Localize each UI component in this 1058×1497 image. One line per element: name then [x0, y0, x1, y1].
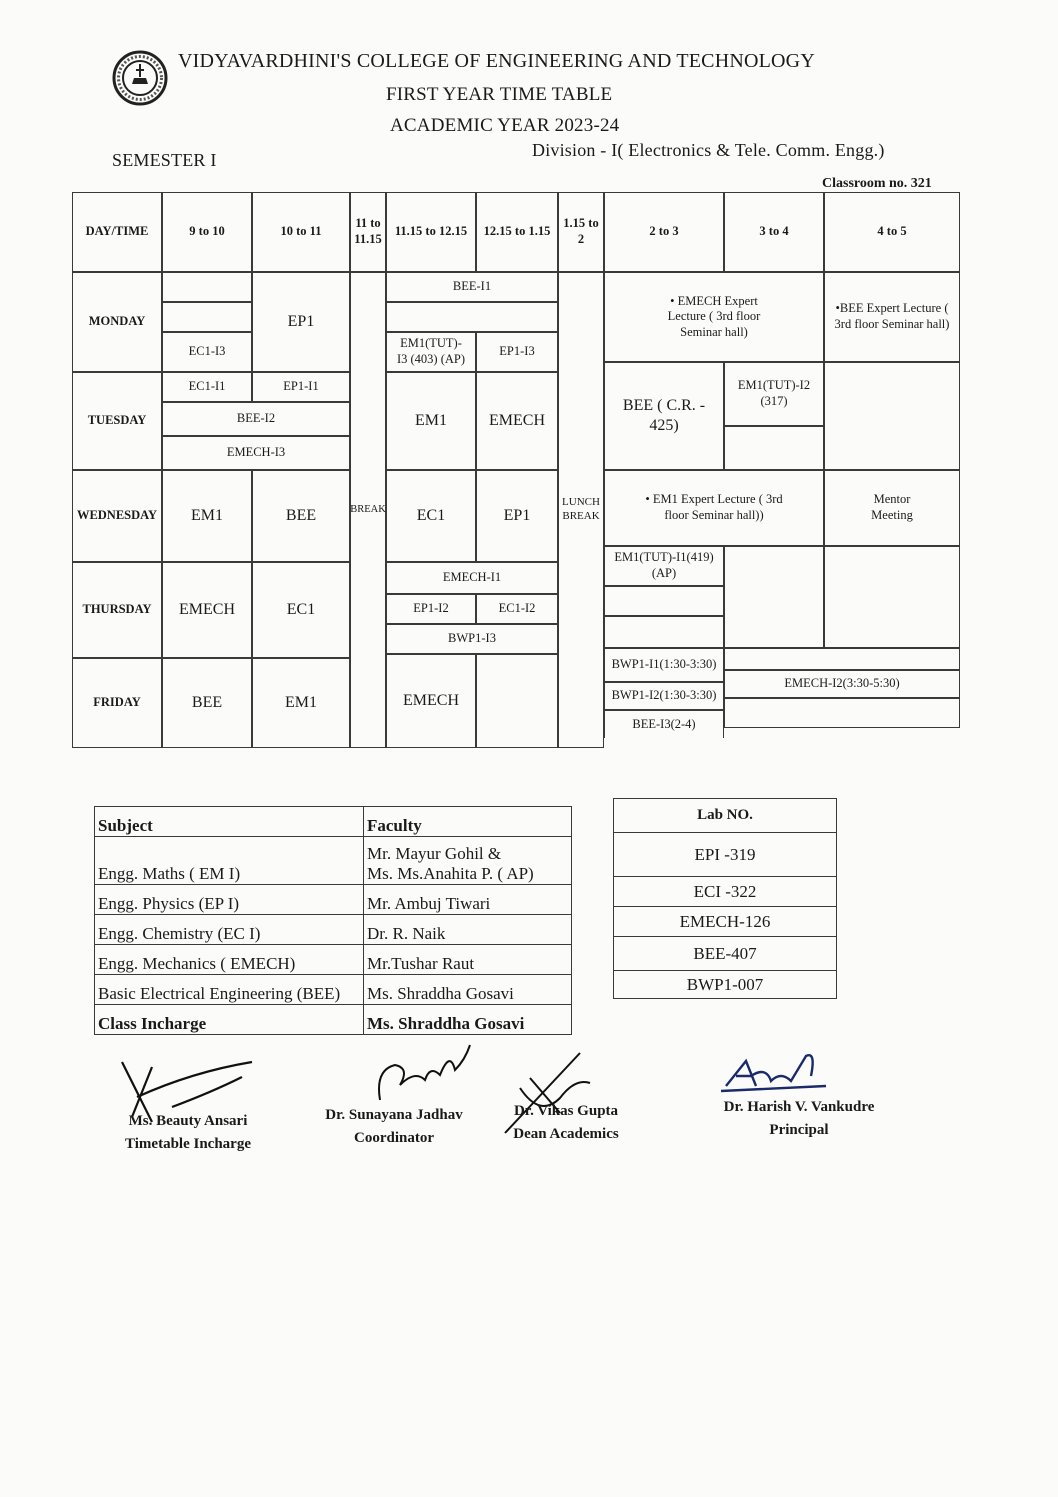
timetable-cell: • EM1 Expert Lecture ( 3rd floor Seminar hall)): [604, 470, 824, 546]
col-header-11-1115: 11 to 11.15: [350, 192, 386, 272]
col-header-9-10: 9 to 10: [162, 192, 252, 272]
signatory-role: Dean Academics: [513, 1125, 619, 1142]
timetable-cell: BWP1-I2(1:30-3:30): [604, 682, 724, 710]
timetable-cell: EM1(TUT)-I2 (317): [724, 362, 824, 426]
timetable-cell: EP1-I1: [252, 372, 350, 402]
subject-name: Basic Electrical Engineering (BEE): [95, 975, 364, 1005]
faculty-header: Faculty: [364, 807, 572, 837]
subject-name: Engg. Physics (EP I): [95, 885, 364, 915]
timetable-cell: BEE-I1: [386, 272, 558, 302]
faculty-name: [364, 837, 572, 885]
class-incharge-name: Ms. Shraddha Gosavi: [364, 1005, 572, 1035]
col-header-1215-115: 12.15 to 1.15: [476, 192, 558, 272]
timetable-cell-empty: [476, 654, 558, 748]
timetable-cell-empty: [724, 648, 960, 670]
faculty-name: Ms. Shraddha Gosavi: [364, 975, 572, 1005]
col-header-3-4: 3 to 4: [724, 192, 824, 272]
signatory-name: Dr. Sunayana Jadhav: [325, 1107, 463, 1123]
lab-row: ECI -322: [614, 877, 837, 907]
timetable-cell-empty: [604, 586, 724, 616]
signatory-role: Principal: [769, 1121, 829, 1138]
timetable-cell: EM1(TUT)-I3 (403) (AP): [386, 332, 476, 372]
timetable-cell-empty: [386, 302, 558, 332]
col-header-daytime: DAY/TIME: [72, 192, 162, 272]
timetable-cell-empty: [724, 698, 960, 728]
faculty-name: Mr.Tushar Raut: [364, 945, 572, 975]
lab-header: Lab NO.: [614, 799, 837, 833]
signatory-name: Ms. Beauty Ansari: [128, 1113, 248, 1129]
division-label: Division - I( Electronics & Tele. Comm. Engg.): [532, 140, 885, 160]
day-friday: FRIDAY: [72, 658, 162, 748]
signatory-timetable-incharge: [122, 1110, 254, 1155]
timetable-cell-empty: [604, 616, 724, 648]
subject-name: Engg. Chemistry (EC I): [95, 915, 364, 945]
timetable-cell: BWP1-I1(1:30-3:30): [604, 648, 724, 682]
timetable-cell: EMECH: [386, 654, 476, 748]
timetable-cell: EC1: [252, 562, 350, 658]
signatory-principal: [714, 1096, 884, 1141]
timetable-cell: EM1: [252, 658, 350, 748]
timetable-cell: EC1-I2: [476, 594, 558, 624]
timetable-cell: EP1: [252, 272, 350, 372]
col-header-115-2: 1.15 to 2: [558, 192, 604, 272]
short-break: BREAK: [350, 272, 386, 748]
lab-row: EPI -319: [614, 833, 837, 877]
lab-row: BWP1-007: [614, 971, 837, 999]
lunch-break: LUNCH BREAK: [558, 272, 604, 748]
timetable-cell: EC1-I1: [162, 372, 252, 402]
timetable-cell: EMECH-I1: [386, 562, 558, 594]
timetable-cell: EMECH: [476, 372, 558, 470]
timetable-cell: EMECH-I2(3:30-5:30): [724, 670, 960, 698]
timetable-cell: EM1: [162, 470, 252, 562]
timetable-cell: EM1(TUT)-I1(419) (AP): [604, 546, 724, 586]
timetable-cell: EP1: [476, 470, 558, 562]
timetable-cell-empty: [724, 546, 824, 648]
timetable-cell: EP1-I3: [476, 332, 558, 372]
subject-name: Engg. Mechanics ( EMECH): [95, 945, 364, 975]
timetable-cell: Mentor Meeting: [824, 470, 960, 546]
signatory-role: Timetable Incharge: [125, 1135, 251, 1152]
col-header-1115-1215: 11.15 to 12.15: [386, 192, 476, 272]
timetable-cell: BEE: [162, 658, 252, 748]
signatory-dean: [506, 1100, 626, 1145]
timetable-cell: BEE: [252, 470, 350, 562]
day-monday: MONDAY: [72, 272, 162, 372]
timetable-cell: •BEE Expert Lecture ( 3rd floor Seminar hall): [824, 272, 960, 362]
timetable-cell-empty: [824, 362, 960, 470]
institute-name: VIDYAVARDHINI'S COLLEGE OF ENGINEERING AND TECHNOLOGY: [178, 50, 815, 72]
timetable-cell: BEE ( C.R. - 425): [604, 362, 724, 470]
timetable-cell: EC1: [386, 470, 476, 562]
subject-faculty-table: [94, 806, 572, 1035]
timetable-cell: BEE-I3(2-4): [604, 710, 724, 738]
day-tuesday: TUESDAY: [72, 372, 162, 470]
timetable-cell: EC1-I3: [162, 332, 252, 372]
faculty-line: Mr. Mayur Gohil &: [367, 844, 502, 863]
timetable-cell: EMECH: [162, 562, 252, 658]
timetable-cell: EM1: [386, 372, 476, 470]
col-header-10-11: 10 to 11: [252, 192, 350, 272]
timetable-cell: • EMECH Expert Lecture ( 3rd floor Seminar hall): [604, 272, 824, 362]
timetable-cell: EMECH-I3: [162, 436, 350, 470]
timetable-cell-empty: [162, 272, 252, 302]
timetable-title: FIRST YEAR TIME TABLE: [386, 84, 613, 105]
college-logo-icon: [112, 50, 168, 106]
day-wednesday: WEDNESDAY: [72, 470, 162, 562]
signature-coordinator-icon: [370, 1040, 480, 1110]
classroom-number: Classroom no. 321: [822, 176, 932, 191]
signatory-name: Dr. Vikas Gupta: [513, 1103, 619, 1119]
timetable-cell-empty: [162, 302, 252, 332]
lab-row: EMECH-126: [614, 907, 837, 937]
signatory-name: Dr. Harish V. Vankudre: [723, 1099, 875, 1115]
timetable-cell-empty: [824, 546, 960, 648]
faculty-name: Dr. R. Naik: [364, 915, 572, 945]
subject-header: Subject: [95, 807, 364, 837]
semester-label: SEMESTER I: [112, 150, 217, 170]
timetable-grid: [72, 192, 960, 748]
col-header-2-3: 2 to 3: [604, 192, 724, 272]
faculty-name: Mr. Ambuj Tiwari: [364, 885, 572, 915]
signatory-role: Coordinator: [354, 1129, 434, 1146]
lab-row: BEE-407: [614, 937, 837, 971]
timetable-cell: BEE-I2: [162, 402, 350, 436]
timetable-cell-empty: [724, 426, 824, 470]
faculty-line: Ms. Ms.Anahita P. ( AP): [367, 864, 534, 883]
timetable-cell: EP1-I2: [386, 594, 476, 624]
academic-year: ACADEMIC YEAR 2023-24: [390, 115, 620, 136]
day-thursday: THURSDAY: [72, 562, 162, 658]
signatory-coordinator: [318, 1104, 470, 1149]
col-header-4-5: 4 to 5: [824, 192, 960, 272]
timetable-cell: BWP1-I3: [386, 624, 558, 654]
class-incharge-label: Class Incharge: [95, 1005, 364, 1035]
subject-name: Engg. Maths ( EM I): [95, 837, 364, 885]
lab-number-table: [613, 798, 837, 999]
